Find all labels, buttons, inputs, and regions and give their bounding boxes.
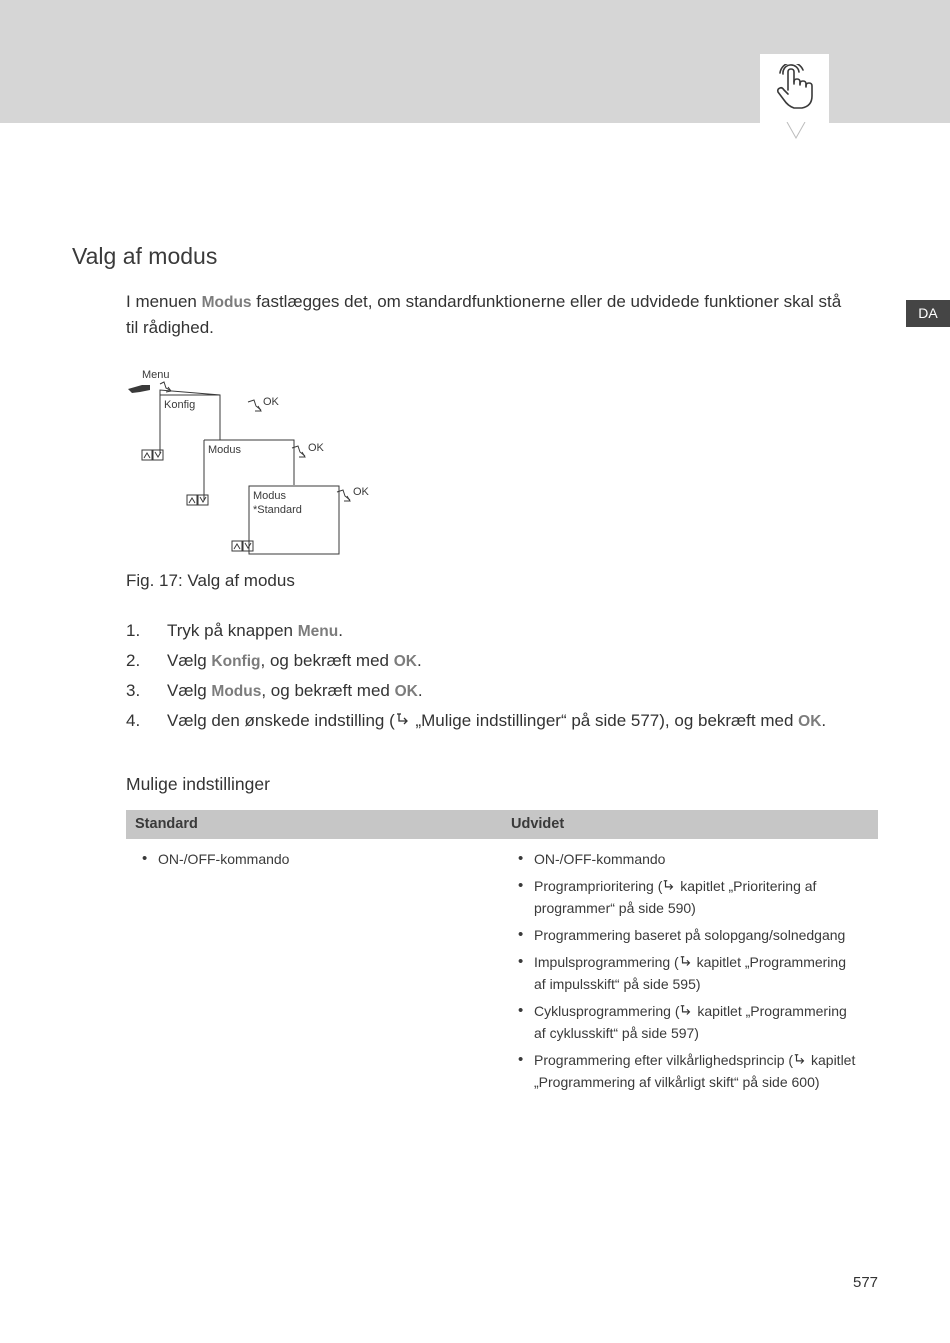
header-udvidet: Udvidet [511, 816, 565, 832]
pointing-hand-icon [128, 385, 150, 393]
cross-reference-link[interactable]: kapitlet „Programmering af impulsskift“ på side 595) [534, 954, 846, 992]
ui-term: OK [393, 653, 417, 670]
ui-term: Modus [211, 683, 262, 700]
diagram-box3-line1: Modus [253, 490, 287, 502]
diagram-menu-label: Menu [142, 369, 170, 381]
list-item: • Cyklusprogrammering ( kapitlet „Programmering af cyklusskift“ på side 597) [510, 1000, 856, 1044]
ui-term: Menu [297, 623, 339, 640]
cross-reference-icon [662, 879, 676, 893]
list-item: • Programmering efter vilkårlighedsprincip ( kapitlet „Programmering af vilkårligt skift“ på side 600) [510, 1049, 856, 1093]
menu-press-arrow-icon [160, 382, 170, 390]
cross-reference-link[interactable]: kapitlet „Programmering af vilkårligt skift“ på side 600) [534, 1052, 856, 1090]
intro-ui-term: Modus [201, 294, 252, 311]
list-item: • Programmering baseret på solopgang/solnedgang [510, 924, 856, 946]
figure-caption: Fig. 17: Valg af modus [126, 571, 295, 590]
list-item: • ON-/OFF-kommando [510, 848, 856, 870]
hint-box-pointer [786, 122, 806, 140]
language-tab: DA [906, 300, 950, 327]
menu-navigation-diagram [120, 360, 380, 560]
touch-hand-icon [774, 64, 816, 112]
touch-hint-box [760, 54, 829, 123]
intro-text-before: I menuen [126, 292, 202, 311]
udvidet-list [510, 848, 856, 1098]
list-item: • Impulsprogrammering ( kapitlet „Programmering af impulsskift“ på side 595) [510, 951, 856, 995]
cross-reference-link[interactable]: „Mulige indstillinger“ på side 577), og bekræft med [410, 711, 799, 730]
diagram-ok-label-2: OK [308, 442, 324, 454]
list-item: • Programprioritering ( kapitlet „Prioritering af programmer“ på side 590) [510, 875, 856, 919]
step-item: 2. Vælg Konfig, og bekræft med OK. [126, 651, 422, 670]
steps-list [126, 619, 826, 739]
up-down-buttons-2 [187, 495, 208, 505]
step-item: 4. Vælg den ønskede indstilling ( „Mulige indstillinger“ på side 577), og bekræft med OK. [126, 711, 827, 730]
cross-reference-link[interactable]: kapitlet „Prioritering af programmer“ på side 590) [534, 878, 817, 916]
diagram-box2-label: Modus [208, 444, 242, 456]
diagram-ok-label-1: OK [263, 396, 279, 408]
ui-term: OK [394, 683, 418, 700]
cross-reference-link[interactable]: kapitlet „Programmering af cyklusskift“ på side 597) [534, 1003, 847, 1041]
diagram-box1-label: Konfig [164, 399, 196, 411]
page-number: 577 [853, 1274, 879, 1291]
diagram-box3-line2: *Standard [253, 504, 302, 516]
settings-title: Mulige indstillinger [126, 774, 270, 794]
intro-paragraph [126, 289, 846, 340]
standard-list [134, 848, 494, 875]
ui-term: OK [798, 713, 822, 730]
section-title: Valg af modus [72, 243, 218, 269]
cross-reference-icon [679, 1004, 693, 1018]
intro-text-after: fastlægges det, om standardfunktionerne eller de udvidede funktioner skal stå til rådighed. [126, 292, 842, 337]
list-item: • ON-/OFF-kommando [134, 848, 494, 870]
step-item: 3. Vælg Modus, og bekræft med OK. [126, 681, 423, 700]
diagram-box-konfig [160, 390, 220, 440]
cross-reference-icon [395, 712, 411, 728]
up-down-buttons-3 [232, 541, 253, 551]
cross-reference-icon [793, 1053, 807, 1067]
diagram-ok-label-3: OK [353, 486, 369, 498]
table-header [126, 810, 878, 839]
settings-table [126, 810, 878, 1090]
header-standard: Standard [135, 816, 198, 832]
step-item: 1. Tryk på knappen Menu. [126, 621, 343, 640]
cross-reference-icon [679, 955, 693, 969]
ui-term: Konfig [211, 653, 261, 670]
